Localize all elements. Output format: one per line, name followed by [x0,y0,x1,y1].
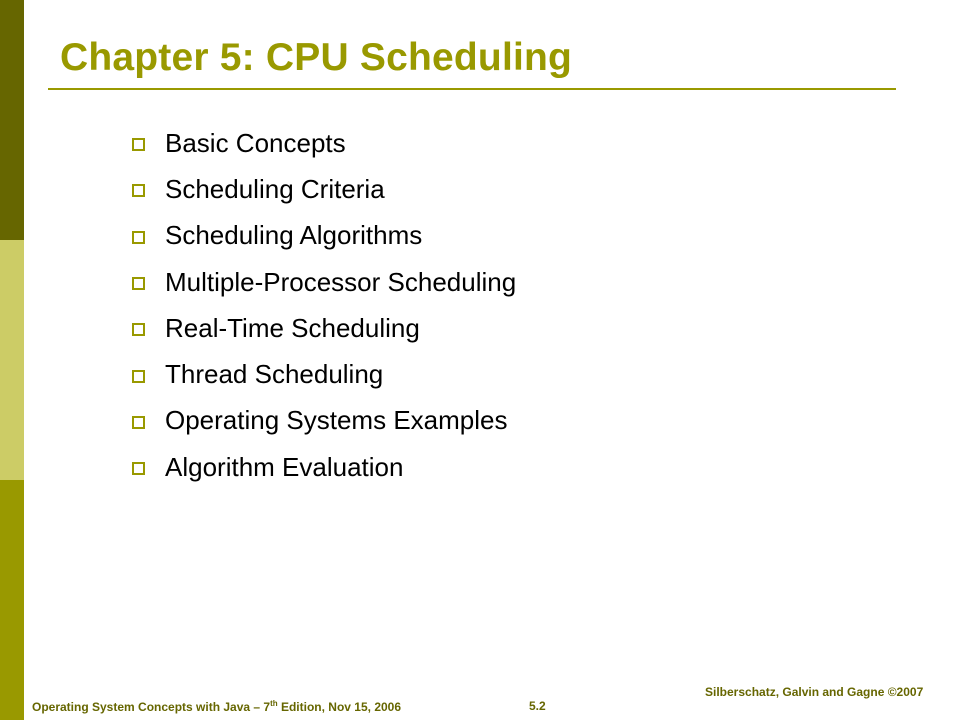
bullet-item [132,398,516,444]
side-bar-bottom [0,480,24,720]
bullet-item [132,444,516,490]
bullet-item [132,259,516,305]
bullet-text: Thread Scheduling [165,359,384,390]
bullet-item [132,351,516,397]
side-bar-middle [0,240,24,480]
bullet-text: Operating Systems Examples [165,405,508,436]
title-underline [48,88,896,90]
square-bullet-icon [132,138,145,151]
footer-edition-date: Edition, Nov 15, 2006 [277,700,402,714]
bullet-text: Algorithm Evaluation [165,451,404,482]
bullet-text: Multiple-Processor Scheduling [165,266,517,297]
page-number: 5.2 [529,699,546,713]
slide-title: Chapter 5: CPU Scheduling [60,36,573,79]
square-bullet-icon [132,323,145,336]
bullet-item [132,305,516,351]
bullet-item [132,120,516,166]
footer-copyright: Silberschatz, Galvin and Gagne ©2007 [705,685,924,699]
square-bullet-icon [132,231,145,244]
square-bullet-icon [132,416,145,429]
bullet-text: Real-Time Scheduling [165,312,420,343]
square-bullet-icon [132,462,145,475]
bullet-text: Basic Concepts [165,127,346,158]
square-bullet-icon [132,370,145,383]
bullet-text: Scheduling Algorithms [165,220,423,251]
bullet-text: Scheduling Criteria [165,173,385,204]
bullet-list [132,120,516,490]
bullet-item [132,213,516,259]
square-bullet-icon [132,184,145,197]
footer-book-info [32,699,401,714]
side-bar-top [0,0,24,240]
bullet-item [132,166,516,212]
footer-book-title: Operating System Concepts with Java – 7 [32,700,271,714]
footer-edition-superscript: th [270,699,278,708]
square-bullet-icon [132,277,145,290]
